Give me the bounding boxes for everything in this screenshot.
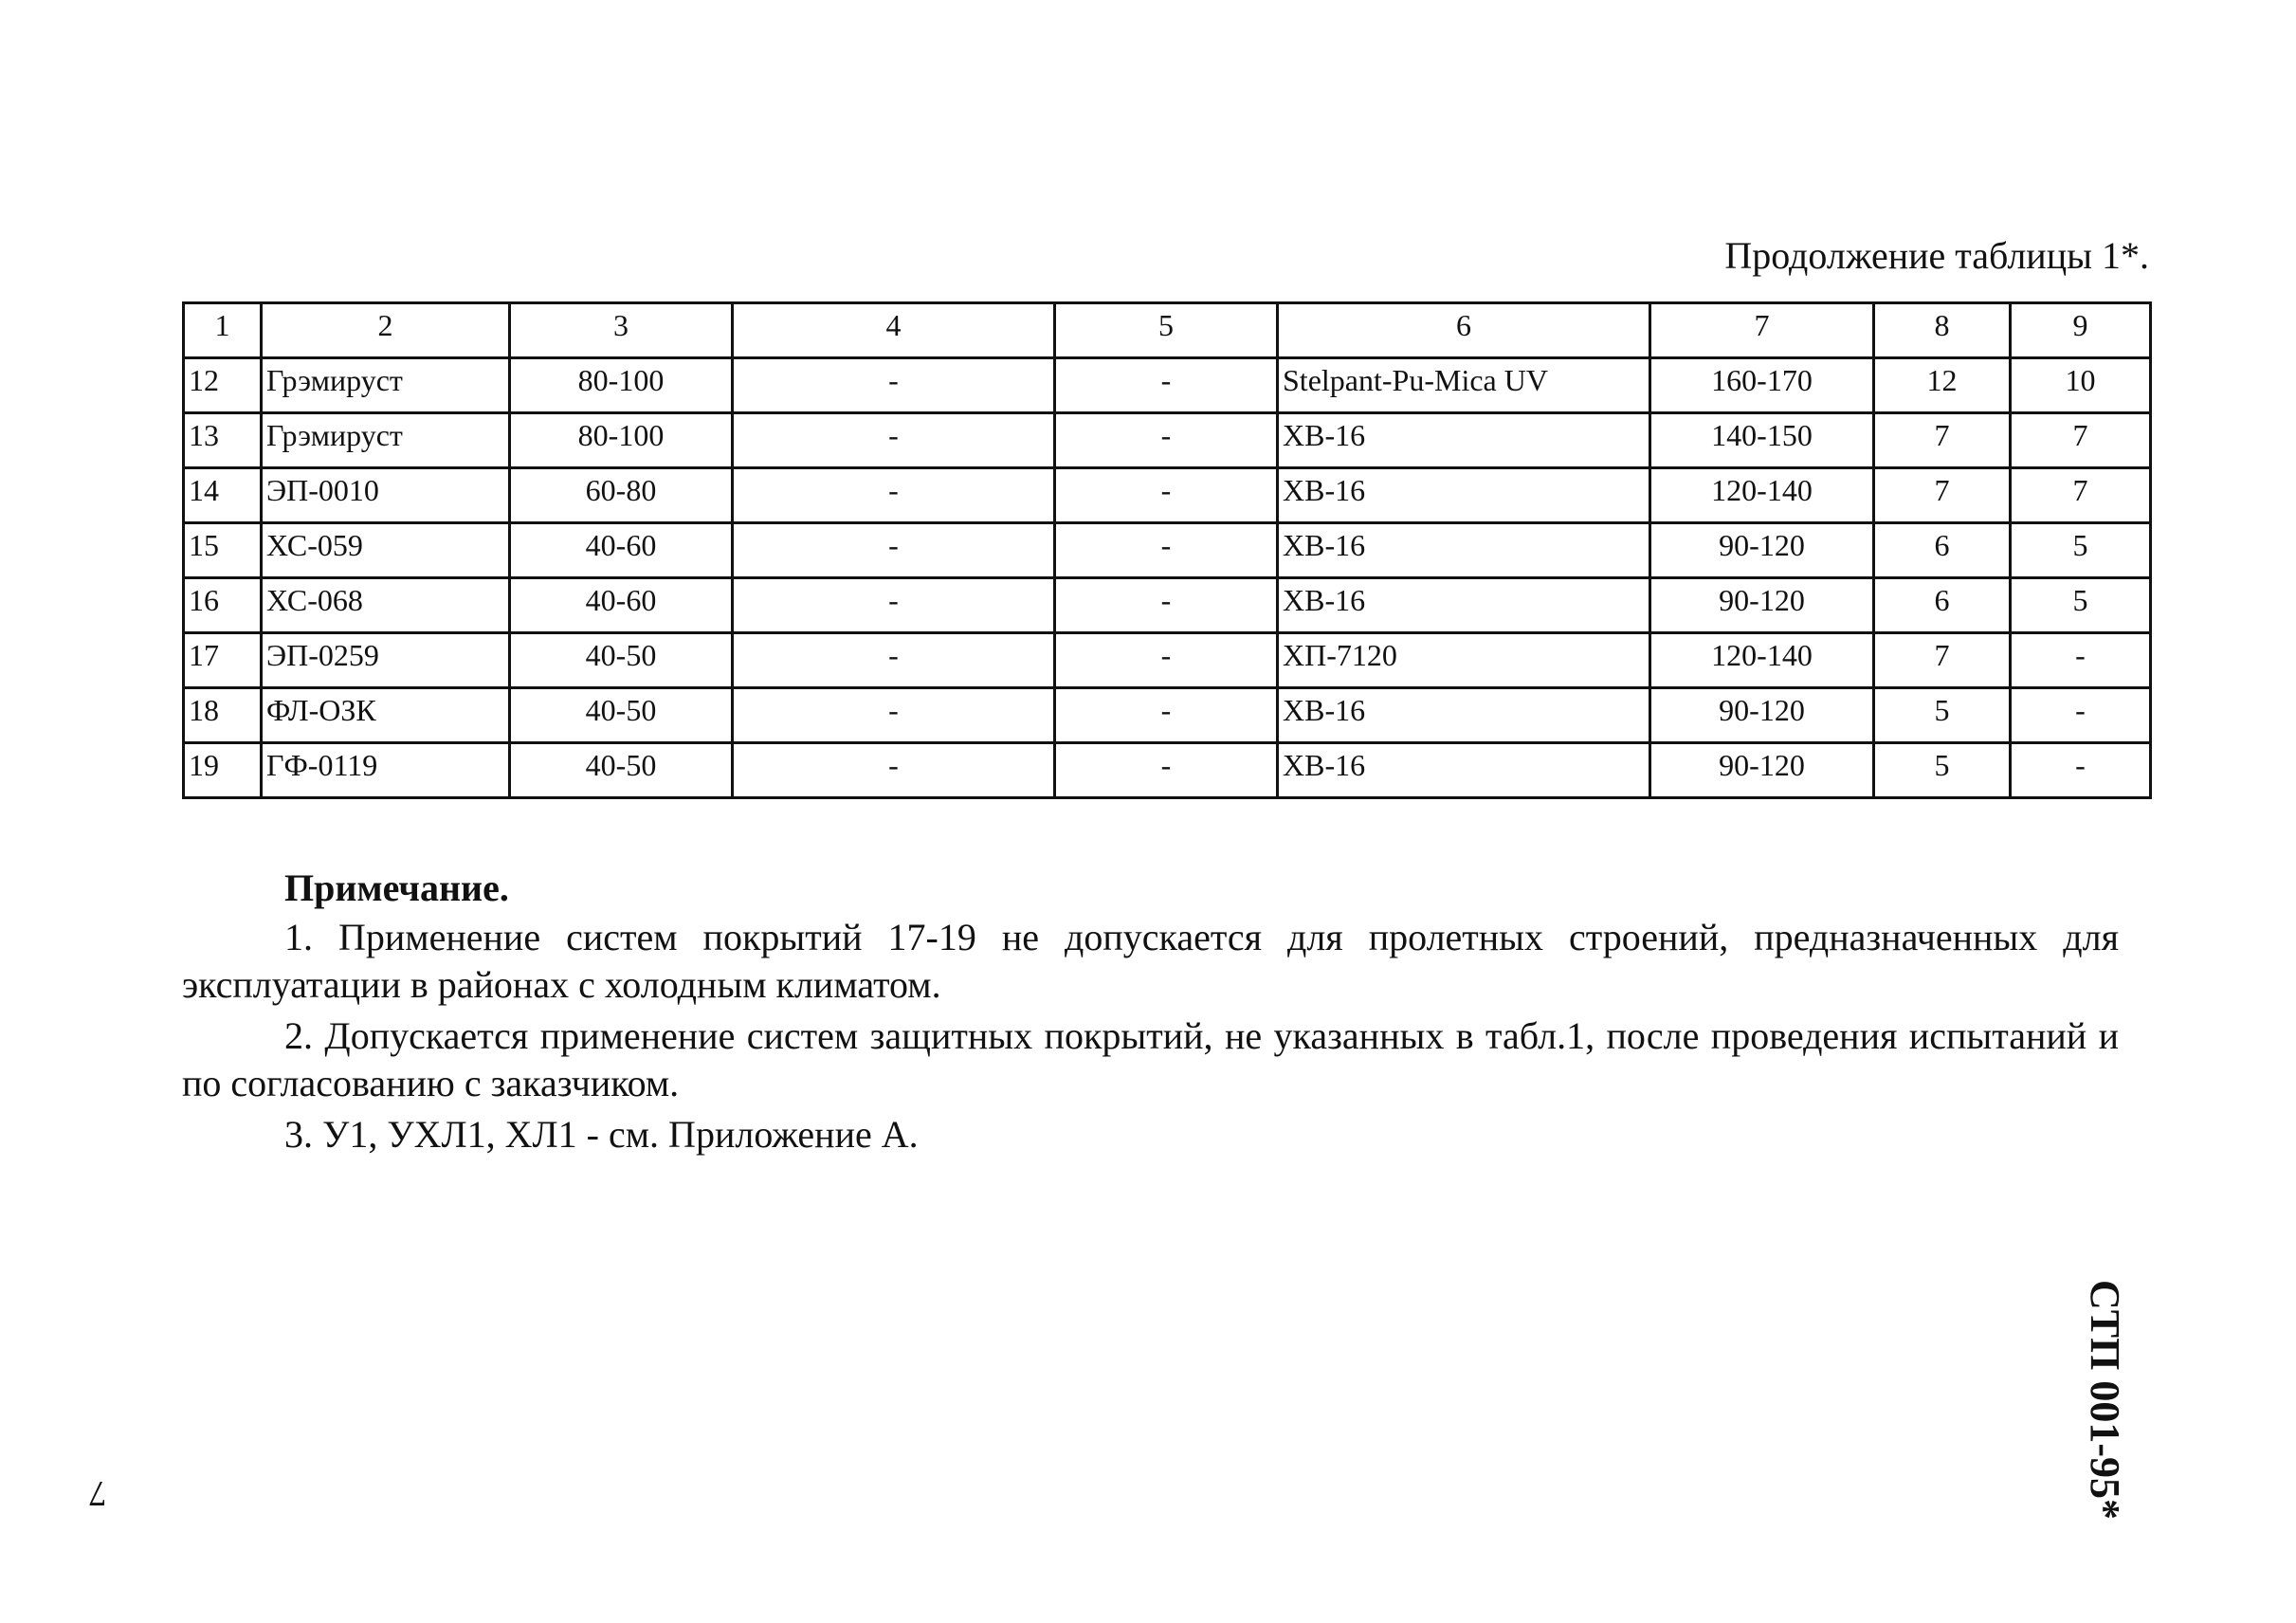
- primer-cell: ЭП-0010: [262, 468, 510, 523]
- table-row: [184, 578, 2151, 633]
- table-cell: 5: [2011, 578, 2151, 633]
- table-cell: -: [1055, 413, 1278, 468]
- row-number-cell: 15: [184, 523, 262, 578]
- topcoat-cell: ХВ-16: [1278, 468, 1650, 523]
- table-row: [184, 358, 2151, 413]
- table-cell: -: [1055, 743, 1278, 798]
- page-number: 7: [88, 1473, 107, 1513]
- table-cell: 160-170: [1650, 358, 1874, 413]
- table-cell: -: [2011, 633, 2151, 688]
- table-cell: 5: [2011, 523, 2151, 578]
- table-cell: -: [2011, 688, 2151, 743]
- table-cell: 60-80: [510, 468, 733, 523]
- topcoat-cell: ХВ-16: [1278, 743, 1650, 798]
- table-cell: -: [733, 633, 1055, 688]
- topcoat-cell: ХП-7120: [1278, 633, 1650, 688]
- table-cell: 90-120: [1650, 743, 1874, 798]
- table-cell: 80-100: [510, 358, 733, 413]
- table-cell: -: [2011, 743, 2151, 798]
- table-cell: 10: [2011, 358, 2151, 413]
- note-item: 2. Допускается применение систем защитных покрытий, не указанных в табл.1, после проведения испытаний и по согласованию с заказчиком.: [182, 1014, 2119, 1104]
- row-number-cell: 18: [184, 688, 262, 743]
- column-header: 7: [1650, 303, 1874, 358]
- note-item: 3. У1, УХЛ1, ХЛ1 - см. Приложение А.: [284, 1113, 919, 1156]
- table-cell: 7: [1874, 468, 2011, 523]
- table-cell: 40-60: [510, 578, 733, 633]
- document-code: СТП 001-95*: [2082, 1280, 2128, 1520]
- table-cell: -: [1055, 358, 1278, 413]
- notes-section: [182, 865, 2119, 1162]
- table-cell: -: [733, 743, 1055, 798]
- primer-cell: ГФ-0119: [262, 743, 510, 798]
- table-row: [184, 633, 2151, 688]
- coating-systems-table: [182, 301, 2152, 799]
- table-row: [184, 743, 2151, 798]
- topcoat-cell: ХВ-16: [1278, 688, 1650, 743]
- primer-cell: Грэмируст: [262, 413, 510, 468]
- table-row: [184, 688, 2151, 743]
- table-row: [184, 523, 2151, 578]
- table-cell: 140-150: [1650, 413, 1874, 468]
- primer-cell: ХС-068: [262, 578, 510, 633]
- primer-cell: ХС-059: [262, 523, 510, 578]
- table-cell: -: [1055, 633, 1278, 688]
- table-cell: 6: [1874, 578, 2011, 633]
- table-cell: 90-120: [1650, 688, 1874, 743]
- table-cell: 120-140: [1650, 633, 1874, 688]
- table-header-row: [184, 303, 2151, 358]
- table-cell: -: [733, 523, 1055, 578]
- column-header: 1: [184, 303, 262, 358]
- column-header: 5: [1055, 303, 1278, 358]
- table-cell: 40-50: [510, 688, 733, 743]
- table-cell: 90-120: [1650, 578, 1874, 633]
- table-cell: 12: [1874, 358, 2011, 413]
- table-cell: 40-50: [510, 743, 733, 798]
- primer-cell: ФЛ-ОЗК: [262, 688, 510, 743]
- column-header: 6: [1278, 303, 1650, 358]
- topcoat-cell: Stelpant-Pu-Mica UV: [1278, 358, 1650, 413]
- table-cell: -: [1055, 468, 1278, 523]
- table-cell: 6: [1874, 523, 2011, 578]
- table-cell: 120-140: [1650, 468, 1874, 523]
- column-header: 3: [510, 303, 733, 358]
- row-number-cell: 12: [184, 358, 262, 413]
- table-cell: 40-50: [510, 633, 733, 688]
- column-header: 8: [1874, 303, 2011, 358]
- table-caption: Продолжение таблицы 1*.: [1724, 234, 2149, 277]
- table-cell: -: [733, 358, 1055, 413]
- row-number-cell: 17: [184, 633, 262, 688]
- table-cell: -: [733, 688, 1055, 743]
- notes-title: Примечание.: [284, 866, 509, 909]
- table-cell: -: [733, 578, 1055, 633]
- column-header: 9: [2011, 303, 2151, 358]
- topcoat-cell: ХВ-16: [1278, 578, 1650, 633]
- primer-cell: Грэмируст: [262, 358, 510, 413]
- table-cell: 5: [1874, 743, 2011, 798]
- table-cell: -: [733, 468, 1055, 523]
- table-cell: -: [1055, 688, 1278, 743]
- table-cell: -: [733, 413, 1055, 468]
- table-cell: 7: [2011, 413, 2151, 468]
- table-cell: 5: [1874, 688, 2011, 743]
- column-header: 4: [733, 303, 1055, 358]
- row-number-cell: 14: [184, 468, 262, 523]
- table-cell: 40-60: [510, 523, 733, 578]
- table-cell: 7: [2011, 468, 2151, 523]
- note-item: 1. Применение систем покрытий 17-19 не допускается для пролетных строений, предназначенных для эксплуатации в районах с холодным климатом.: [182, 916, 2119, 1006]
- row-number-cell: 13: [184, 413, 262, 468]
- table-cell: 90-120: [1650, 523, 1874, 578]
- row-number-cell: 19: [184, 743, 262, 798]
- table-row: [184, 413, 2151, 468]
- column-header: 2: [262, 303, 510, 358]
- table-row: [184, 468, 2151, 523]
- topcoat-cell: ХВ-16: [1278, 413, 1650, 468]
- table-cell: 7: [1874, 413, 2011, 468]
- table-cell: 7: [1874, 633, 2011, 688]
- row-number-cell: 16: [184, 578, 262, 633]
- table-cell: 80-100: [510, 413, 733, 468]
- primer-cell: ЭП-0259: [262, 633, 510, 688]
- table-cell: -: [1055, 523, 1278, 578]
- topcoat-cell: ХВ-16: [1278, 523, 1650, 578]
- table-cell: -: [1055, 578, 1278, 633]
